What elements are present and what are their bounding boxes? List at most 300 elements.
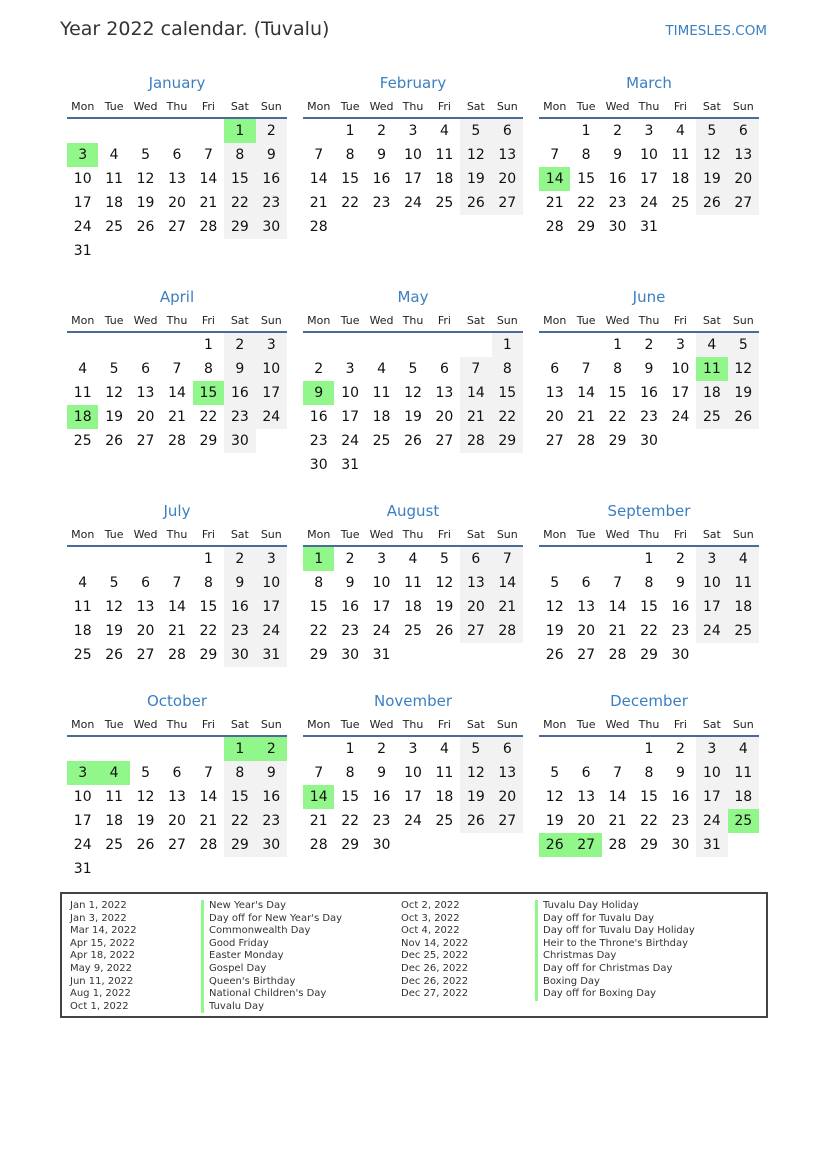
- day-cell[interactable]: 26: [105, 433, 124, 449]
- day-cell[interactable]: 18: [435, 789, 454, 805]
- day-cell[interactable]: 21: [168, 623, 186, 639]
- day-cell[interactable]: 19: [136, 195, 155, 211]
- day-cell[interactable]: 12: [460, 761, 491, 785]
- day-cell[interactable]: 8: [613, 361, 623, 377]
- day-cell[interactable]: 31: [640, 219, 658, 235]
- day-cell[interactable]: 4: [675, 123, 685, 139]
- day-cell[interactable]: 13: [435, 385, 454, 401]
- day-cell[interactable]: 24: [256, 405, 287, 429]
- holiday-day-cell[interactable]: 15: [193, 381, 224, 405]
- day-cell[interactable]: 27: [492, 809, 523, 833]
- holiday-day-cell[interactable]: 27: [570, 833, 601, 857]
- day-cell[interactable]: 8: [345, 765, 355, 781]
- day-cell[interactable]: 26: [460, 809, 491, 833]
- day-cell[interactable]: 9: [224, 357, 255, 381]
- holiday-day-cell[interactable]: 3: [67, 761, 98, 785]
- day-cell[interactable]: 3: [696, 737, 727, 761]
- day-cell[interactable]: 2: [613, 123, 623, 139]
- day-cell[interactable]: 12: [545, 599, 564, 615]
- day-cell[interactable]: 17: [256, 595, 287, 619]
- day-cell[interactable]: 13: [136, 599, 155, 615]
- day-cell[interactable]: 10: [640, 147, 658, 163]
- brand-link[interactable]: TIMESLES.COM: [665, 23, 767, 39]
- day-cell[interactable]: 27: [728, 191, 759, 215]
- day-cell[interactable]: 7: [492, 547, 523, 571]
- day-cell[interactable]: 1: [492, 333, 523, 357]
- day-cell[interactable]: 19: [728, 381, 759, 405]
- day-cell[interactable]: 3: [675, 337, 685, 353]
- day-cell[interactable]: 28: [545, 219, 564, 235]
- day-cell[interactable]: 15: [309, 599, 328, 615]
- day-cell[interactable]: 12: [545, 789, 564, 805]
- day-cell[interactable]: 23: [341, 623, 360, 639]
- day-cell[interactable]: 9: [256, 143, 287, 167]
- day-cell[interactable]: 18: [696, 381, 727, 405]
- day-cell[interactable]: 1: [644, 741, 654, 757]
- day-cell[interactable]: 27: [168, 219, 186, 235]
- day-cell[interactable]: 6: [141, 361, 151, 377]
- day-cell[interactable]: 29: [492, 429, 523, 453]
- day-cell[interactable]: 17: [73, 813, 92, 829]
- day-cell[interactable]: 27: [577, 647, 596, 663]
- day-cell[interactable]: 26: [728, 405, 759, 429]
- day-cell[interactable]: 27: [545, 433, 564, 449]
- day-cell[interactable]: 13: [168, 171, 186, 187]
- day-cell[interactable]: 10: [671, 361, 690, 377]
- day-cell[interactable]: 12: [136, 171, 155, 187]
- day-cell[interactable]: 9: [224, 571, 255, 595]
- day-cell[interactable]: 26: [404, 433, 422, 449]
- day-cell[interactable]: 9: [256, 761, 287, 785]
- day-cell[interactable]: 9: [377, 765, 387, 781]
- day-cell[interactable]: 23: [608, 195, 627, 211]
- day-cell[interactable]: 13: [492, 761, 523, 785]
- day-cell[interactable]: 18: [435, 171, 454, 187]
- day-cell[interactable]: 9: [644, 361, 654, 377]
- day-cell[interactable]: 5: [460, 737, 491, 761]
- day-cell[interactable]: 25: [728, 619, 759, 643]
- day-cell[interactable]: 8: [581, 147, 591, 163]
- day-cell[interactable]: 7: [460, 357, 491, 381]
- day-cell[interactable]: 31: [256, 643, 287, 667]
- day-cell[interactable]: 8: [224, 761, 255, 785]
- day-cell[interactable]: 8: [644, 765, 654, 781]
- holiday-day-cell[interactable]: 26: [539, 833, 570, 857]
- day-cell[interactable]: 3: [377, 551, 387, 567]
- day-cell[interactable]: 12: [105, 599, 124, 615]
- day-cell[interactable]: 2: [675, 741, 685, 757]
- day-cell[interactable]: 26: [136, 219, 155, 235]
- day-cell[interactable]: 24: [640, 195, 658, 211]
- day-cell[interactable]: 7: [314, 765, 324, 781]
- day-cell[interactable]: 4: [728, 737, 759, 761]
- day-cell[interactable]: 14: [199, 171, 218, 187]
- day-cell[interactable]: 22: [608, 409, 627, 425]
- holiday-day-cell[interactable]: 14: [539, 167, 570, 191]
- day-cell[interactable]: 20: [492, 167, 523, 191]
- day-cell[interactable]: 10: [696, 761, 727, 785]
- day-cell[interactable]: 26: [545, 647, 564, 663]
- day-cell[interactable]: 30: [256, 833, 287, 857]
- day-cell[interactable]: 9: [377, 147, 387, 163]
- day-cell[interactable]: 10: [341, 385, 360, 401]
- day-cell[interactable]: 2: [644, 337, 654, 353]
- day-cell[interactable]: 19: [696, 167, 727, 191]
- day-cell[interactable]: 2: [224, 547, 255, 571]
- day-cell[interactable]: 8: [345, 147, 355, 163]
- day-cell[interactable]: 19: [545, 623, 564, 639]
- day-cell[interactable]: 21: [199, 195, 218, 211]
- day-cell[interactable]: 6: [172, 765, 182, 781]
- day-cell[interactable]: 3: [696, 547, 727, 571]
- day-cell[interactable]: 28: [199, 219, 218, 235]
- day-cell[interactable]: 18: [671, 171, 690, 187]
- day-cell[interactable]: 3: [256, 547, 287, 571]
- day-cell[interactable]: 1: [345, 123, 355, 139]
- day-cell[interactable]: 28: [492, 619, 523, 643]
- day-cell[interactable]: 30: [608, 219, 627, 235]
- day-cell[interactable]: 21: [309, 813, 328, 829]
- day-cell[interactable]: 14: [460, 381, 491, 405]
- day-cell[interactable]: 29: [309, 647, 328, 663]
- day-cell[interactable]: 13: [460, 571, 491, 595]
- day-cell[interactable]: 6: [492, 119, 523, 143]
- day-cell[interactable]: 16: [256, 167, 287, 191]
- day-cell[interactable]: 21: [168, 409, 186, 425]
- day-cell[interactable]: 4: [408, 551, 418, 567]
- day-cell[interactable]: 4: [377, 361, 387, 377]
- day-cell[interactable]: 6: [172, 147, 182, 163]
- day-cell[interactable]: 3: [345, 361, 355, 377]
- day-cell[interactable]: 11: [105, 789, 124, 805]
- day-cell[interactable]: 31: [696, 833, 727, 857]
- day-cell[interactable]: 8: [644, 575, 654, 591]
- holiday-day-cell[interactable]: 18: [67, 405, 98, 429]
- day-cell[interactable]: 6: [141, 575, 151, 591]
- day-cell[interactable]: 29: [341, 837, 360, 853]
- day-cell[interactable]: 30: [224, 429, 255, 453]
- day-cell[interactable]: 8: [492, 357, 523, 381]
- day-cell[interactable]: 24: [73, 837, 92, 853]
- day-cell[interactable]: 14: [577, 385, 596, 401]
- day-cell[interactable]: 29: [640, 837, 658, 853]
- day-cell[interactable]: 20: [460, 595, 491, 619]
- day-cell[interactable]: 27: [492, 191, 523, 215]
- day-cell[interactable]: 7: [172, 361, 182, 377]
- day-cell[interactable]: 16: [224, 381, 255, 405]
- day-cell[interactable]: 8: [203, 361, 213, 377]
- day-cell[interactable]: 30: [224, 643, 255, 667]
- day-cell[interactable]: 18: [728, 785, 759, 809]
- day-cell[interactable]: 4: [109, 147, 119, 163]
- day-cell[interactable]: 12: [404, 385, 422, 401]
- day-cell[interactable]: 31: [73, 243, 92, 259]
- day-cell[interactable]: 12: [460, 143, 491, 167]
- day-cell[interactable]: 16: [671, 599, 690, 615]
- day-cell[interactable]: 6: [728, 119, 759, 143]
- day-cell[interactable]: 20: [136, 409, 155, 425]
- day-cell[interactable]: 30: [309, 457, 328, 473]
- day-cell[interactable]: 15: [640, 789, 658, 805]
- day-cell[interactable]: 15: [640, 599, 658, 615]
- day-cell[interactable]: 11: [372, 385, 391, 401]
- day-cell[interactable]: 25: [435, 813, 454, 829]
- day-cell[interactable]: 22: [341, 813, 360, 829]
- day-cell[interactable]: 20: [435, 409, 454, 425]
- day-cell[interactable]: 17: [372, 599, 391, 615]
- day-cell[interactable]: 6: [581, 575, 591, 591]
- day-cell[interactable]: 8: [224, 143, 255, 167]
- day-cell[interactable]: 3: [408, 741, 418, 757]
- day-cell[interactable]: 28: [309, 219, 328, 235]
- day-cell[interactable]: 21: [309, 195, 328, 211]
- day-cell[interactable]: 11: [73, 385, 92, 401]
- day-cell[interactable]: 6: [550, 361, 560, 377]
- day-cell[interactable]: 26: [136, 837, 155, 853]
- day-cell[interactable]: 27: [460, 619, 491, 643]
- day-cell[interactable]: 10: [73, 171, 92, 187]
- day-cell[interactable]: 29: [224, 833, 255, 857]
- day-cell[interactable]: 11: [671, 147, 690, 163]
- day-cell[interactable]: 22: [199, 623, 218, 639]
- day-cell[interactable]: 4: [696, 333, 727, 357]
- day-cell[interactable]: 30: [671, 647, 690, 663]
- day-cell[interactable]: 17: [404, 789, 422, 805]
- day-cell[interactable]: 16: [608, 171, 627, 187]
- day-cell[interactable]: 29: [608, 433, 627, 449]
- day-cell[interactable]: 17: [640, 171, 658, 187]
- day-cell[interactable]: 19: [435, 599, 454, 615]
- day-cell[interactable]: 20: [545, 409, 564, 425]
- holiday-day-cell[interactable]: 1: [224, 737, 255, 761]
- day-cell[interactable]: 14: [199, 789, 218, 805]
- day-cell[interactable]: 5: [439, 551, 449, 567]
- day-cell[interactable]: 5: [141, 765, 151, 781]
- day-cell[interactable]: 5: [408, 361, 418, 377]
- day-cell[interactable]: 6: [581, 765, 591, 781]
- day-cell[interactable]: 1: [613, 337, 623, 353]
- day-cell[interactable]: 21: [608, 813, 627, 829]
- day-cell[interactable]: 10: [696, 571, 727, 595]
- day-cell[interactable]: 13: [168, 789, 186, 805]
- day-cell[interactable]: 12: [136, 789, 155, 805]
- holiday-day-cell[interactable]: 11: [696, 357, 727, 381]
- day-cell[interactable]: 29: [640, 647, 658, 663]
- day-cell[interactable]: 26: [696, 191, 727, 215]
- day-cell[interactable]: 7: [203, 765, 213, 781]
- day-cell[interactable]: 6: [439, 361, 449, 377]
- day-cell[interactable]: 24: [696, 619, 727, 643]
- day-cell[interactable]: 30: [256, 215, 287, 239]
- day-cell[interactable]: 3: [256, 333, 287, 357]
- day-cell[interactable]: 15: [224, 167, 255, 191]
- day-cell[interactable]: 19: [460, 785, 491, 809]
- holiday-day-cell[interactable]: 4: [98, 761, 129, 785]
- day-cell[interactable]: 10: [256, 357, 287, 381]
- day-cell[interactable]: 19: [105, 409, 124, 425]
- day-cell[interactable]: 5: [696, 119, 727, 143]
- day-cell[interactable]: 22: [492, 405, 523, 429]
- day-cell[interactable]: 23: [640, 409, 658, 425]
- day-cell[interactable]: 29: [224, 215, 255, 239]
- day-cell[interactable]: 4: [728, 547, 759, 571]
- day-cell[interactable]: 2: [377, 741, 387, 757]
- day-cell[interactable]: 26: [460, 191, 491, 215]
- day-cell[interactable]: 17: [696, 785, 727, 809]
- day-cell[interactable]: 24: [671, 409, 690, 425]
- day-cell[interactable]: 19: [105, 623, 124, 639]
- day-cell[interactable]: 9: [675, 575, 685, 591]
- day-cell[interactable]: 1: [345, 741, 355, 757]
- day-cell[interactable]: 25: [404, 623, 422, 639]
- day-cell[interactable]: 28: [577, 433, 596, 449]
- day-cell[interactable]: 22: [224, 191, 255, 215]
- day-cell[interactable]: 23: [224, 405, 255, 429]
- day-cell[interactable]: 25: [435, 195, 454, 211]
- day-cell[interactable]: 7: [550, 147, 560, 163]
- day-cell[interactable]: 29: [199, 433, 218, 449]
- day-cell[interactable]: 13: [728, 143, 759, 167]
- day-cell[interactable]: 10: [404, 765, 422, 781]
- day-cell[interactable]: 12: [696, 143, 727, 167]
- day-cell[interactable]: 25: [696, 405, 727, 429]
- day-cell[interactable]: 27: [136, 433, 155, 449]
- day-cell[interactable]: 7: [613, 575, 623, 591]
- day-cell[interactable]: 23: [372, 195, 391, 211]
- day-cell[interactable]: 25: [671, 195, 690, 211]
- day-cell[interactable]: 5: [109, 575, 119, 591]
- day-cell[interactable]: 13: [136, 385, 155, 401]
- day-cell[interactable]: 19: [136, 813, 155, 829]
- day-cell[interactable]: 18: [105, 195, 124, 211]
- day-cell[interactable]: 11: [404, 575, 422, 591]
- day-cell[interactable]: 5: [550, 765, 560, 781]
- day-cell[interactable]: 23: [224, 619, 255, 643]
- day-cell[interactable]: 14: [608, 599, 627, 615]
- day-cell[interactable]: 30: [640, 433, 658, 449]
- day-cell[interactable]: 10: [404, 147, 422, 163]
- day-cell[interactable]: 21: [545, 195, 564, 211]
- day-cell[interactable]: 22: [224, 809, 255, 833]
- day-cell[interactable]: 11: [728, 761, 759, 785]
- day-cell[interactable]: 29: [199, 647, 218, 663]
- day-cell[interactable]: 20: [492, 785, 523, 809]
- day-cell[interactable]: 3: [644, 123, 654, 139]
- day-cell[interactable]: 15: [492, 381, 523, 405]
- day-cell[interactable]: 3: [408, 123, 418, 139]
- day-cell[interactable]: 22: [640, 623, 658, 639]
- day-cell[interactable]: 28: [608, 837, 627, 853]
- holiday-day-cell[interactable]: 14: [303, 785, 334, 809]
- day-cell[interactable]: 17: [341, 409, 360, 425]
- day-cell[interactable]: 28: [309, 837, 328, 853]
- day-cell[interactable]: 16: [224, 595, 255, 619]
- day-cell[interactable]: 20: [168, 813, 186, 829]
- day-cell[interactable]: 1: [581, 123, 591, 139]
- day-cell[interactable]: 13: [545, 385, 564, 401]
- day-cell[interactable]: 24: [73, 219, 92, 235]
- day-cell[interactable]: 25: [73, 433, 92, 449]
- day-cell[interactable]: 10: [73, 789, 92, 805]
- day-cell[interactable]: 24: [696, 809, 727, 833]
- day-cell[interactable]: 2: [345, 551, 355, 567]
- day-cell[interactable]: 23: [671, 623, 690, 639]
- day-cell[interactable]: 21: [199, 813, 218, 829]
- day-cell[interactable]: 2: [377, 123, 387, 139]
- day-cell[interactable]: 4: [78, 575, 88, 591]
- day-cell[interactable]: 9: [675, 765, 685, 781]
- day-cell[interactable]: 16: [372, 789, 391, 805]
- day-cell[interactable]: 13: [577, 599, 596, 615]
- day-cell[interactable]: 16: [671, 789, 690, 805]
- day-cell[interactable]: 1: [203, 337, 213, 353]
- day-cell[interactable]: 5: [460, 119, 491, 143]
- day-cell[interactable]: 9: [613, 147, 623, 163]
- day-cell[interactable]: 11: [73, 599, 92, 615]
- day-cell[interactable]: 5: [550, 575, 560, 591]
- day-cell[interactable]: 14: [168, 599, 186, 615]
- day-cell[interactable]: 25: [372, 433, 391, 449]
- day-cell[interactable]: 23: [671, 813, 690, 829]
- day-cell[interactable]: 22: [341, 195, 360, 211]
- day-cell[interactable]: 1: [203, 551, 213, 567]
- day-cell[interactable]: 8: [314, 575, 324, 591]
- day-cell[interactable]: 28: [199, 837, 218, 853]
- day-cell[interactable]: 16: [372, 171, 391, 187]
- day-cell[interactable]: 10: [256, 571, 287, 595]
- day-cell[interactable]: 28: [168, 647, 186, 663]
- day-cell[interactable]: 17: [671, 385, 690, 401]
- day-cell[interactable]: 24: [256, 619, 287, 643]
- day-cell[interactable]: 30: [341, 647, 360, 663]
- day-cell[interactable]: 24: [372, 623, 391, 639]
- day-cell[interactable]: 22: [309, 623, 328, 639]
- day-cell[interactable]: 9: [345, 575, 355, 591]
- day-cell[interactable]: 17: [696, 595, 727, 619]
- day-cell[interactable]: 5: [109, 361, 119, 377]
- day-cell[interactable]: 12: [105, 385, 124, 401]
- day-cell[interactable]: 15: [224, 785, 255, 809]
- day-cell[interactable]: 23: [256, 809, 287, 833]
- day-cell[interactable]: 1: [644, 551, 654, 567]
- holiday-day-cell[interactable]: 1: [224, 119, 255, 143]
- day-cell[interactable]: 7: [314, 147, 324, 163]
- day-cell[interactable]: 2: [256, 119, 287, 143]
- day-cell[interactable]: 19: [545, 813, 564, 829]
- day-cell[interactable]: 25: [105, 219, 124, 235]
- day-cell[interactable]: 21: [608, 623, 627, 639]
- day-cell[interactable]: 23: [372, 813, 391, 829]
- day-cell[interactable]: 5: [728, 333, 759, 357]
- day-cell[interactable]: 13: [577, 789, 596, 805]
- day-cell[interactable]: 22: [577, 195, 596, 211]
- day-cell[interactable]: 11: [435, 147, 454, 163]
- day-cell[interactable]: 24: [404, 195, 422, 211]
- day-cell[interactable]: 21: [460, 405, 491, 429]
- day-cell[interactable]: 20: [728, 167, 759, 191]
- day-cell[interactable]: 16: [256, 785, 287, 809]
- day-cell[interactable]: 22: [640, 813, 658, 829]
- day-cell[interactable]: 20: [577, 623, 596, 639]
- day-cell[interactable]: 4: [439, 741, 449, 757]
- day-cell[interactable]: 22: [199, 409, 218, 425]
- day-cell[interactable]: 2: [675, 551, 685, 567]
- day-cell[interactable]: 15: [577, 171, 596, 187]
- day-cell[interactable]: 18: [105, 813, 124, 829]
- day-cell[interactable]: 20: [577, 813, 596, 829]
- day-cell[interactable]: 15: [341, 789, 360, 805]
- day-cell[interactable]: 18: [372, 409, 391, 425]
